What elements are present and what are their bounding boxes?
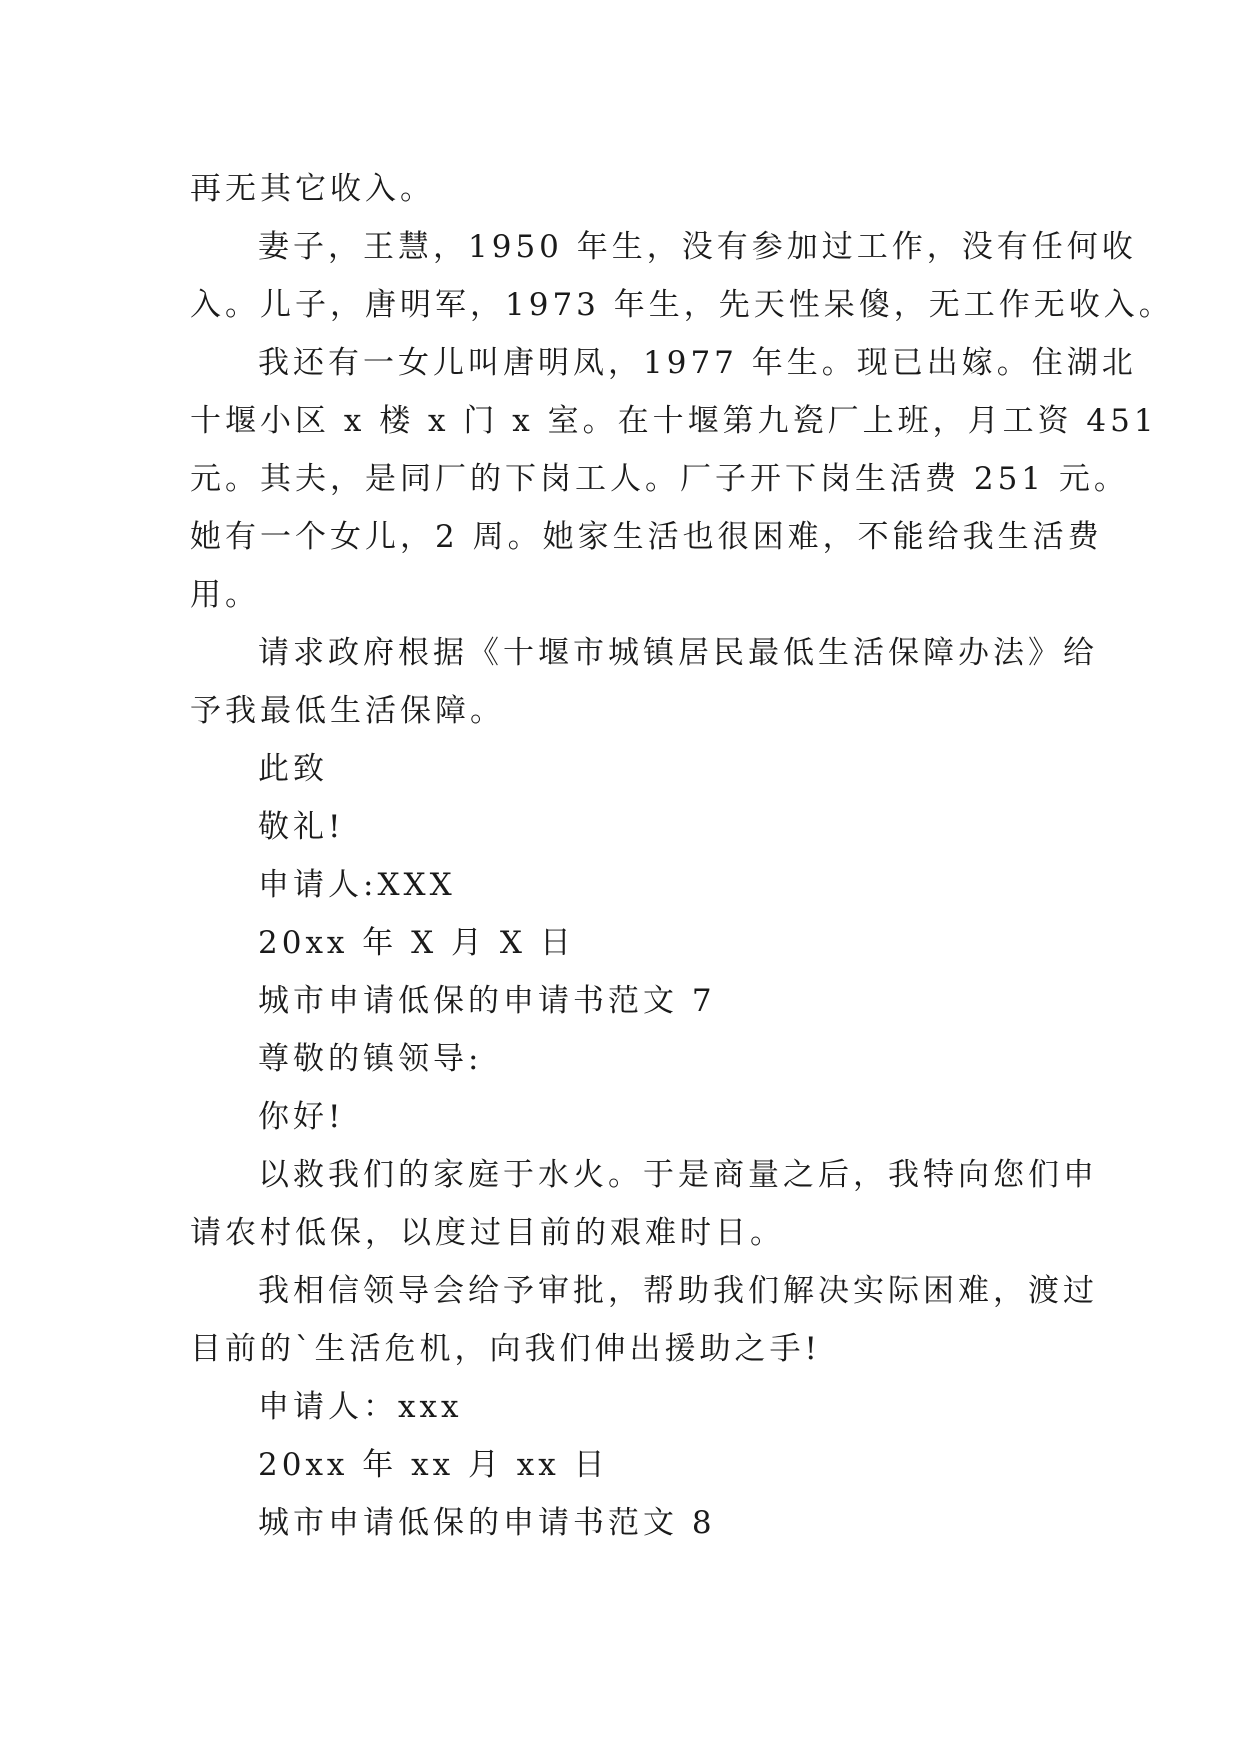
signature-date: 20xx 年 xx 月 xx 日 (258, 1447, 609, 1483)
closing-regards: 敬礼! (258, 809, 345, 845)
paragraph-line: 我还有一女儿叫唐明凤，1977 年生。现已出嫁。住湖北 (258, 345, 1137, 381)
document-body (190, 160, 1174, 1552)
signature-date: 20xx 年 X 月 X 日 (258, 925, 575, 961)
paragraph-line: 入。儿子，唐明军，1973 年生，先天性呆傻，无工作无收入。 (190, 287, 1174, 323)
greeting-addressee: 尊敬的镇领导: (258, 1041, 483, 1077)
paragraph-line: 请农村低保，以度过目前的艰难时日。 (190, 1215, 785, 1251)
paragraph-line: 以救我们的家庭于水火。于是商量之后，我特向您们申 (258, 1157, 1098, 1193)
paragraph-line: 我相信领导会给予审批，帮助我们解决实际困难，渡过 (258, 1273, 1098, 1309)
paragraph-line: 用。 (190, 577, 260, 613)
paragraph-line: 她有一个女儿，2 周。她家生活也很困难，不能给我生活费 (190, 519, 1103, 555)
paragraph-line: 请求政府根据《十堰市城镇居民最低生活保障办法》给 (258, 635, 1098, 671)
applicant-signature: 申请人：xxx (258, 1389, 463, 1425)
paragraph-line: 妻子，王慧，1950 年生，没有参加过工作，没有任何收 (258, 229, 1137, 265)
closing-salutation: 此致 (258, 751, 328, 787)
paragraph-line: 目前的`生活危机，向我们伸出援助之手! (190, 1331, 821, 1367)
greeting: 你好! (258, 1099, 345, 1135)
paragraph-line: 元。其夫，是同厂的下岗工人。厂子开下岗生活费 251 元。 (190, 461, 1129, 497)
section-heading: 城市申请低保的申请书范文 7 (258, 983, 716, 1019)
applicant-signature: 申请人:XXX (258, 867, 456, 903)
paragraph-line: 予我最低生活保障。 (190, 693, 505, 729)
paragraph-line: 再无其它收入。 (190, 171, 435, 207)
paragraph-line: 十堰小区 x 楼 x 门 x 室。在十堰第九瓷厂上班，月工资 451 (190, 403, 1158, 439)
section-heading: 城市申请低保的申请书范文 8 (258, 1505, 716, 1541)
